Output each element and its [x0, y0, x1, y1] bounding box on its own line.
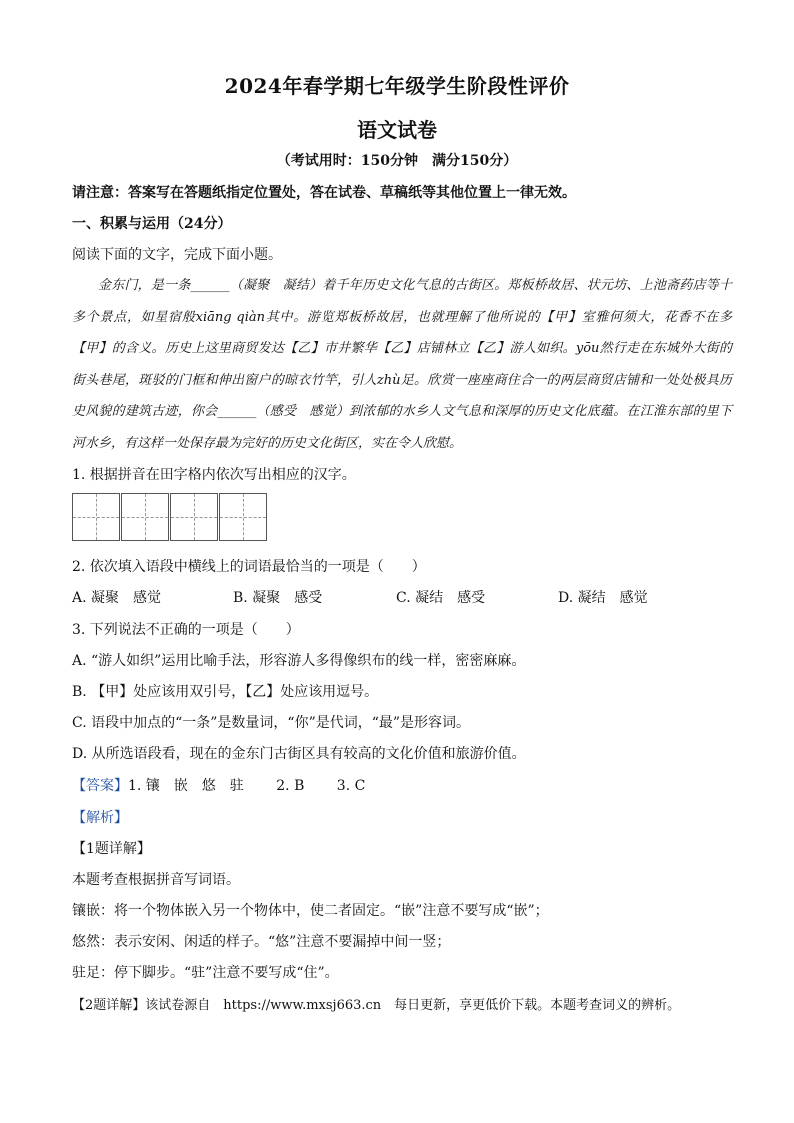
- q2-option-c: C. 凝结 感受: [396, 590, 486, 606]
- q2-option-b: B. 凝聚 感受: [233, 590, 323, 606]
- exam-title: 2024年春学期七年级学生阶段性评价: [224, 74, 570, 98]
- tianzige-cell: [219, 493, 267, 541]
- answer-content: 1. 镶 嵌 悠 驻 2. B 3. C: [128, 778, 366, 794]
- section-heading: 一、积累与运用（24分）: [72, 216, 232, 232]
- analysis-item: 驻足：停下脚步。“驻”注意不要写成“住”。: [72, 965, 339, 981]
- detail-2-label: 【2题详解】: [72, 998, 146, 1013]
- tianzige-cell: [121, 493, 169, 541]
- detail-2-text: 该试卷源自 https://www.mxsj663.cn 每日更新，享更低价下载。本题考查词义的辨析。: [145, 998, 681, 1013]
- analysis-item: 悠然：表示安闲、闲适的样子。“悠”注意不要漏掉中间一竖；: [72, 934, 451, 950]
- notice: 请注意：答案写在答题纸指定位置处，答在试卷、草稿纸等其他位置上一律无效。: [72, 185, 576, 201]
- analysis-label: 【解析】: [72, 810, 128, 826]
- q3-option-a: A. “游人如织”运用比喻手法，形容游人多得像织布的线一样，密密麻麻。: [72, 653, 526, 669]
- reading-instruction: 阅读下面的文字，完成下面小题。: [72, 247, 282, 263]
- analysis-item: 镶嵌：将一个物体嵌入另一个物体中，使二者固定。“嵌”注意不要写成“嵌”；: [72, 903, 549, 919]
- question-2: 2. 依次填入语段中横线上的词语最恰当的一项是（ ）: [72, 559, 426, 575]
- q2-option-d: D. 凝结 感觉: [558, 590, 648, 606]
- q3-option-b: B. 【甲】处应该用双引号，【乙】处应该用逗号。: [72, 684, 379, 700]
- answer-label: 【答案】: [72, 778, 128, 794]
- q3-option-c: C. 语段中加点的“一条”是数量词，“你”是代词，“最”是形容词。: [72, 715, 471, 731]
- exam-subject: 语文试卷: [357, 118, 437, 142]
- detail-2-row: [72, 994, 732, 1013]
- detail-1-label: 【1题详解】: [72, 841, 151, 857]
- q2-option-a: A. 凝聚 感觉: [72, 590, 162, 606]
- tianzige-cell: [170, 493, 218, 541]
- passage-text: 金东门，是一条______（凝聚 凝结）着千年历史文化气息的古街区。郑板桥故居、状元坊、上池斋药店等十多个景点，如星宿般xiāng qiàn其中。游览郑板桥故居，也就理解了他所说的【甲】室雅何须大，花香不在多【甲】的含义。历史上这里商贸发达【乙】市井繁华【乙】店铺林立【乙】游人如织。yōu然行走在东城外大街的街头巷尾，斑驳的门框和伸出窗户的晾衣竹竿，引人zhù足。欣赏一座座商住合一的两层商贸店铺和一处处极具历史风貌的建筑古迹，你会______（感受 感觉）到浓郁的水乡人文气息和深厚的历史文化底蕴。在江淮东部的里下河水乡，有这样一处保存最为完好的历史文化街区，实在令人欣慰。: [72, 278, 732, 451]
- tianzige-cell: [72, 493, 120, 541]
- q3-option-d: D. 从所选语段看，现在的金东门古街区具有较高的文化价值和旅游价值。: [72, 746, 526, 762]
- question-1: 1. 根据拼音在田字格内依次写出相应的汉字。: [72, 467, 356, 483]
- answer-row: [72, 775, 732, 795]
- exam-info: （考试用时：150分钟 满分150分）: [276, 153, 518, 169]
- reading-passage: [72, 270, 732, 459]
- question-3: 3. 下列说法不正确的一项是（ ）: [72, 622, 300, 638]
- tianzige-grid: [72, 493, 268, 541]
- detail-1-intro: 本题考查根据拼音写词语。: [72, 872, 240, 888]
